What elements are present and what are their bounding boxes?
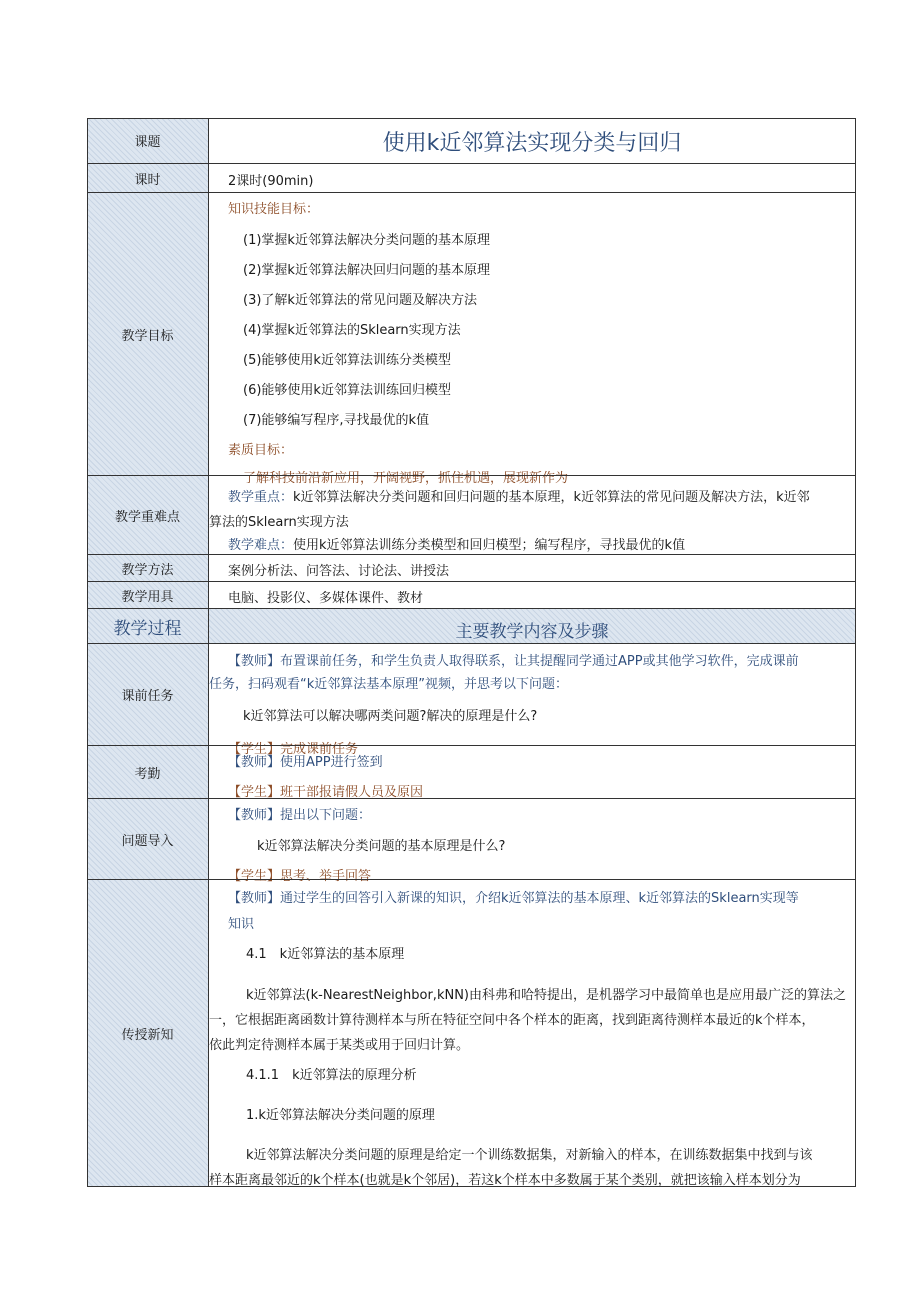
intro-row: [87, 798, 855, 884]
tools-value: 电脑、投影仪、多媒体课件、教材: [228, 591, 424, 606]
objective-item: (6)能够使用k近邻算法训练回归模型: [243, 383, 451, 398]
attendance-row: [87, 745, 855, 798]
topic-row: [87, 118, 855, 163]
teaching-label: 传授新知: [87, 880, 208, 1187]
teaching-teacher-line-2: 知识: [228, 917, 255, 932]
preclass-row: [87, 643, 855, 757]
topic-title: 使用k近邻算法实现分类与回归: [382, 131, 682, 156]
section-heading-4-1-1: 4.1.1 k近邻算法的原理分析: [246, 1068, 417, 1083]
key-points-row: [87, 475, 855, 554]
objective-item: (4)掌握k近邻算法的Sklearn实现方法: [243, 323, 461, 338]
methods-cell: [209, 555, 855, 581]
tools-label: 教学用具: [87, 582, 208, 608]
paragraph-line: k近邻算法解决分类问题的原理是给定一个训练数据集，对新输入的样本，在训练数据集中找到与该: [246, 1148, 813, 1163]
intro-cut-line: 【学生】思考、举手回答: [228, 869, 372, 884]
process-title: 主要教学内容及步骤: [455, 622, 609, 642]
objectives-label: 教学目标: [87, 193, 208, 475]
paragraph-line: 样本距离最邻近的k个样本(也就是k个邻居)，若这k个样本中多数属于某个类别，就把该输入样本划分为: [209, 1173, 801, 1188]
attendance-label: 考勤: [87, 746, 208, 798]
intro-label: 问题导入: [87, 799, 208, 879]
methods-row: [87, 554, 855, 581]
preclass-question: k近邻算法可以解决哪两类问题?解决的原理是什么?: [243, 709, 538, 724]
section-heading-4-1: 4.1 k近邻算法的基本原理: [246, 947, 405, 962]
objective-item: (5)能够使用k近邻算法训练分类模型: [243, 353, 451, 368]
quality-cut-line: 了解科技前沿新应用，开阔视野，抓住机遇，展现新作为: [243, 471, 569, 486]
attendance-teacher: 【教师】使用APP进行签到: [228, 755, 383, 770]
focus-tag: 教学重点：: [228, 490, 294, 505]
hours-cell: [209, 164, 855, 192]
objective-item: (7)能够编写程序,寻找最优的k值: [243, 413, 430, 428]
teaching-cell: [209, 880, 855, 1187]
paragraph-line: 依此判定待测样本属于某类或用于回归计算。: [209, 1038, 470, 1053]
preclass-cell: [209, 644, 855, 757]
attendance-student: 【学生】班干部报请假人员及原因: [228, 785, 424, 800]
topic-cell: [209, 118, 855, 163]
hours-label: 课时: [87, 164, 208, 192]
objective-item: (1)掌握k近邻算法解决分类问题的基本原理: [243, 233, 490, 248]
hours-value: 2课时(90min): [228, 174, 314, 189]
hours-row: [87, 163, 855, 192]
objective-item: (3)了解k近邻算法的常见问题及解决方法: [243, 293, 477, 308]
objectives-cell: [209, 193, 855, 486]
process-header-row: [87, 608, 855, 643]
paragraph-line: k近邻算法(k-NearestNeighbor,kNN)由科弗和哈特提出，是机器学习中最简单也是应用最广泛的算法之: [246, 988, 846, 1003]
intro-teacher: 【教师】提出以下问题：: [228, 808, 372, 823]
preclass-label: 课前任务: [87, 644, 208, 745]
teaching-row: [87, 879, 855, 1187]
topic-label: 课题: [87, 118, 208, 163]
focus-text: k近邻算法解决分类问题和回归问题的基本原理，k近邻算法的常见问题及解决方法，k近邻: [293, 490, 810, 505]
focus-line-2: 算法的Sklearn实现方法: [209, 515, 349, 530]
attendance-cell: [209, 746, 855, 798]
preclass-teacher-line-2: 任务，扫码观看“k近邻算法基本原理”视频，并思考以下问题：: [209, 677, 568, 692]
difficulty-tag: 教学难点：: [228, 538, 294, 553]
intro-cell: [209, 799, 855, 884]
methods-label: 教学方法: [87, 555, 208, 581]
tools-row: [87, 581, 855, 608]
key-points-cell: [209, 476, 855, 554]
key-points-label: 教学重难点: [87, 476, 208, 554]
methods-value: 案例分析法、问答法、讨论法、讲授法: [228, 564, 450, 579]
difficulty-text: 使用k近邻算法训练分类模型和回归模型；编写程序，寻找最优的k值: [293, 538, 686, 553]
column-divider: [208, 118, 209, 1187]
knowledge-heading: 知识技能目标：: [228, 202, 320, 217]
objective-item: (2)掌握k近邻算法解决回归问题的基本原理: [243, 263, 490, 278]
tools-cell: [209, 582, 855, 608]
subheading-1: 1.k近邻算法解决分类问题的原理: [246, 1108, 435, 1123]
focus-line: [228, 486, 810, 505]
quality-heading: 素质目标：: [228, 443, 294, 458]
paragraph-line: 一，它根据距离函数计算待测样本与所在特征空间中各个样本的距离，找到距离待测样本最近的k个样本，: [209, 1013, 815, 1028]
preclass-teacher-line: 【教师】布置课前任务，和学生负责人取得联系，让其提醒同学通过APP或其他学习软件，完成课前: [228, 654, 799, 669]
process-label: 教学过程: [87, 609, 208, 643]
intro-question: k近邻算法解决分类问题的基本原理是什么?: [257, 839, 506, 854]
process-title-cell: [209, 609, 855, 643]
preclass-cut-line: 【学生】完成课前任务: [228, 742, 359, 757]
objectives-row: [87, 192, 855, 486]
difficulty-line: [228, 534, 685, 553]
teaching-teacher-line: 【教师】通过学生的回答引入新课的知识，介绍k近邻算法的基本原理、k近邻算法的Sklearn实现等: [228, 891, 799, 906]
